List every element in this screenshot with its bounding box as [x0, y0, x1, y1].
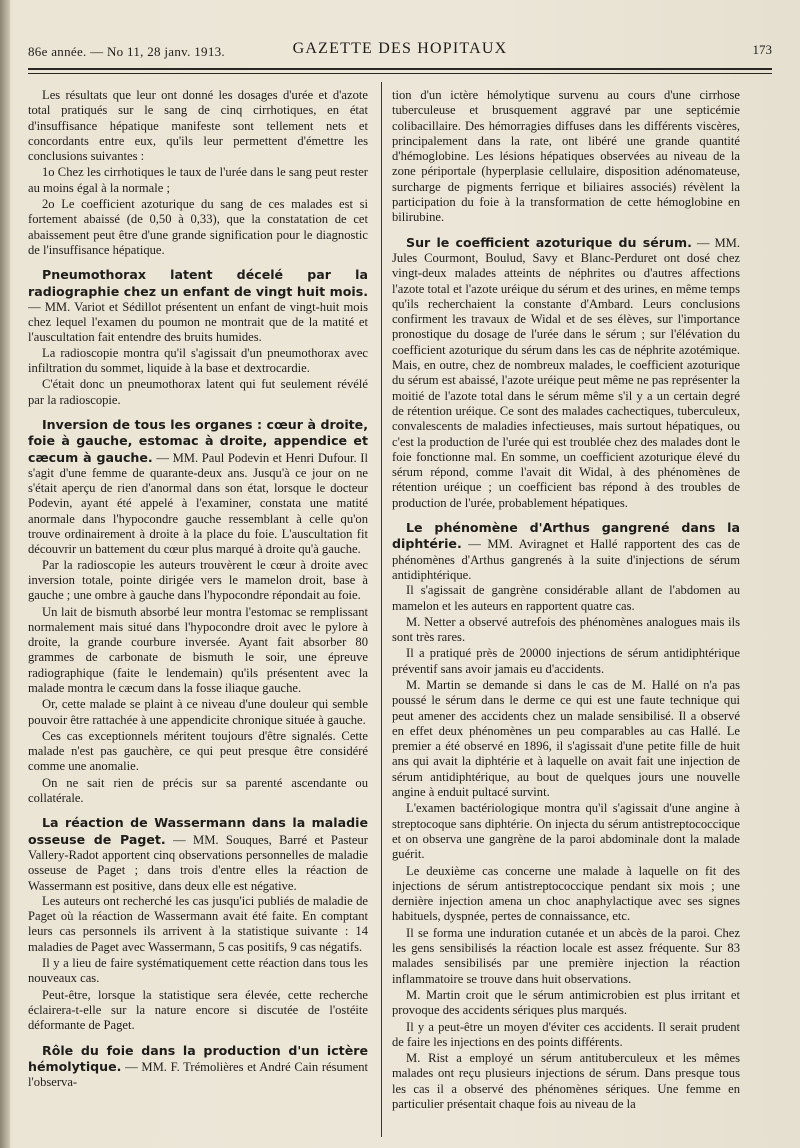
paragraph: Il se forma une induration cutanée et un abcès de la paroi. Chez les gens sensibilisés la réaction locale est assez fréquente. Sur 83 malades sensibilisés par une première injection la réaction inflammatoire se trouve dans huit observations.	[392, 925, 740, 986]
section-inversion	[28, 417, 368, 558]
paragraph: Les auteurs ont recherché les cas jusqu'ici publiés de maladie de Paget où la réaction de Wassermann avait été faite. En comptant leurs cas personnels ils arrivent à la statistique suivante : 14 maladies de Paget avec Wassermann, 5 cas positifs, 9 cas négatifs.	[28, 893, 368, 954]
paragraph: — MM. Aviragnet et Hallé rapportent des cas de phénomènes d'Arthus gangrenés à la suite d'injections de sérum antidiphtérique.	[392, 537, 740, 582]
binding-edge	[0, 0, 10, 1148]
section-heading: Pneumothorax latent décelé par la radiographie chez un enfant de vingt huit mois.	[28, 267, 368, 299]
right-column	[392, 88, 740, 1143]
paragraph: Il y a lieu de faire systématiquement cette réaction dans tous les nouveaux cas.	[28, 956, 368, 986]
paragraph: tion d'un ictère hémolytique survenu au cours d'une cirrhose tuberculeuse et brusquement aggravé par une septicémie colibacillaire. Des hémorragies diffuses dans les différents viscères, principalement dans la rate, ont libéré une grande quantité d'hémoglobine. Les lésions hépatiques observées au niveau de la zone périportale (hyperplasie cellulaire, disposition adénomateuse, surcharge de pigments ferrique et biliaires associés) révèlent la participation du foie à la transformation de cette hémoglobine en bilirubine.	[392, 88, 740, 225]
header-rule	[28, 68, 772, 70]
paragraph: — MM. Paul Podevin et Henri Dufour. Il s'agit d'une femme de quarante-deux ans. Jusqu'à ce jour on ne s'était aperçu de rien d'anormal dans son état, lorsque le docteur Podevin, ayant été appelé à l'examiner, constata une matité anormale dans l'hypocondre gauche ressemblant à celle qu'on trouve ordinairement à droite à la place du foie. L'auscultation fit découvrir un battement du cœur plus marqué à droite qu'à gauche.	[28, 450, 368, 557]
paragraph: M. Rist a employé un sérum antituberculeux et les mêmes malades ont reçu plusieurs injections de sérum. Dans presque tous les cas il a observé des phénomènes sériques. Une femme en particulier présentait chaque fois au niveau de la	[392, 1051, 740, 1111]
paragraph: Par la radioscopie les auteurs trouvèrent le cœur à droite avec inversion totale, pointe dirigée vers le mamelon droit, base à gauche ; une ombre à gauche dans l'hypocondre répondait au foie.	[28, 557, 368, 603]
paragraph: Les résultats que leur ont donné les dosages d'urée et d'azote total pratiqués sur le sang de cinq cirrhotiques, en état d'insuffisance hépatique manifeste sont tellement nets et concordants entre eux, qu'ils leur permettent d'émettre les conclusions suivantes :	[28, 88, 368, 164]
paragraph: La radioscopie montra qu'il s'agissait d'un pneumothorax avec infiltration du sommet, liquide à la base et dextrocardie.	[28, 345, 368, 376]
paragraph: Il a pratiqué près de 20000 injections de sérum antidiphtérique préventif sans avoir jamais eu d'accidents.	[392, 646, 740, 676]
paragraph: Peut-être, lorsque la statistique sera élevée, cette recherche éclairera-t-elle sur la nature encore si discutée de l'ostéite déformante de Paget.	[28, 987, 368, 1033]
journal-title: GAZETTE DES HOPITAUX	[292, 40, 508, 57]
issue-info: 86e année. — No 11, 28 janv. 1913.	[28, 44, 225, 59]
paragraph: C'était donc un pneumothorax latent qui fut seulement révélé par la radioscopie.	[28, 377, 368, 407]
paragraph: 2o Le coefficient azoturique du sang de ces malades est si fortement abaissé (de 0,50 à 0,33), que la constatation de cet abaissement peut être d'une grande signification pour le diagnostic de l'insuffisance hépatique.	[28, 197, 368, 257]
paragraph: Le deuxième cas concerne une malade à laquelle on fit des injections de sérum antistreptococcique pendant six mois ; une dernière injection amena un choc anaphylactique avec ses signes habituels, dyspnée, pertes de connaissance, etc.	[392, 863, 740, 924]
section-heading: Rôle du foie dans la production d'un ictère hémolytique.	[28, 1042, 368, 1074]
paragraph: — MM. Variot et Sédillot présentent un enfant de vingt-huit mois chez lequel l'examen du poumon ne montrait que de la matité et l'auscultation fait entendre des bruits humides.	[28, 299, 368, 345]
paragraph: M. Martin croit que le sérum antimicrobien est plus irritant et provoque des accidents sériques plus marqués.	[392, 987, 740, 1018]
paragraph: Ces cas exceptionnels méritent toujours d'être signalés. Cette malade n'est pas gauchère, ce qui peut presque être considéré comme une anomalie.	[28, 728, 368, 774]
paragraph: — MM. F. Trémolières et André Cain résument l'observa-	[28, 1059, 368, 1090]
section-ictere	[28, 1043, 368, 1091]
paragraph: 1o Chez les cirrhotiques le taux de l'urée dans le sang peut rester au moins égal à la normale ;	[28, 165, 368, 195]
header-rule-thin	[28, 73, 772, 74]
section-pneumothorax	[28, 267, 368, 345]
paragraph: Il s'agissait de gangrène considérable allant de l'abdomen au mamelon et les auteurs en rapportent quatre cas.	[392, 583, 740, 613]
section-heading: Sur le coefficient azoturique du sérum.	[406, 234, 692, 250]
section-heading: Le phénomène d'Arthus gangrené dans la diphtérie.	[392, 520, 740, 552]
section-heading: Inversion de tous les organes : cœur à droite, foie à gauche, estomac à droite, appendice et cæcum à gauche.	[28, 416, 368, 465]
left-column	[28, 88, 368, 1143]
paragraph: M. Netter a observé autrefois des phénomènes analogues mais ils sont très rares.	[392, 614, 740, 645]
paragraph: On ne sait rien de précis sur sa parenté ascendante ou collatérale.	[28, 775, 368, 806]
paragraph: Or, cette malade se plaint à ce niveau d'une douleur qui semble pouvoir être rattachée à une appendicite chronique située à gauche.	[28, 697, 368, 727]
page-header	[28, 40, 772, 66]
paragraph: L'examen bactériologique montra qu'il s'agissait d'une angine à streptocoque sans diphtérie. On injecta du sérum antistreptococcique et on observa une gangrène de la paroi abdominale dont la malade guérit.	[392, 801, 740, 862]
page-number: 173	[752, 42, 772, 57]
column-divider	[381, 82, 382, 1137]
section-arthus	[392, 520, 740, 583]
paragraph: Un lait de bismuth absorbé leur montra l'estomac se remplissant normalement mais situé dans l'hypocondre droit avec le pylore à droite, la grande courbure inversée. Ayant fait absorber 80 grammes de carbonate de bismuth le soir, une épreuve radiographique (faite le lendemain) qu'ils présentent avec la malade montra le cæcum dans la fosse iliaque gauche.	[28, 604, 368, 695]
paragraph: — MM. Jules Courmont, Boulud, Savy et Blanc-Perduret ont dosé chez vingt-deux malades atteints de néphrites ou d'autres affections l'azote total et l'azote uréique du sérum et des urines, en même temps qu'ils recherchaient la constante d'Ambard. Leurs conclusions confirment les travaux de Widal et de ses élèves, sur l'importance pronostique du dosage de l'urée dans le sérum ; sur l'élévation du coefficient azoturique du sérum dans les cas de néphrite azotémique. Mais, en outre, chez de nombreux malades, le coefficient azoturique du sérum est abaissé, l'azote uréique peut même ne pas représenter la moitié de l'azote total dans le sérum même s'il y a un certain degré de rétention uréique. Ce sont des malades cachectiques, tuberculeux, convalescents de maladies infectieuses, mais surtout hépatiques, ou c'est la production de l'urée qui est troublée chez des malades dont le foie fonctionne mal. En somme, un coefficient azoturique élevé du sérum répond, comme l'avait dit Widal, à des phénomènes de rétention uréique ; un coefficient bas répond à des troubles de production de l'urée, probablement hépatiques.	[392, 235, 740, 510]
paragraph: Il y a peut-être un moyen d'éviter ces accidents. Il serait prudent de faire les injections en des points différents.	[392, 1019, 740, 1049]
section-heading: La réaction de Wassermann dans la maladie osseuse de Paget.	[28, 815, 368, 847]
section-coefficient-azoturique	[392, 235, 740, 511]
paragraph: — MM. Souques, Barré et Pasteur Vallery-Radot apportent cinq observations personnelles de maladie osseuse de Paget ; dans trois d'entre elles la réaction de Wassermann est positive, dans deux elle est négative.	[28, 832, 368, 893]
paragraph: M. Martin se demande si dans le cas de M. Hallé on n'a pas poussé le sérum dans le derme ce qui est une faute technique qui peut amener des accidents chez un malade sensibilisé. Il a observé en effet deux phénomènes un peu comparables au cas Hallé. Le premier a été observé en 1896, il s'agissait d'une petite fille de huit ans qui avait la diphtérie et à laquelle on avait fait une injection de sérum antidiphtérique, au bout de quelques jours une nouvelle angine à enduit pultacé survint.	[392, 677, 740, 800]
section-wassermann	[28, 815, 368, 893]
